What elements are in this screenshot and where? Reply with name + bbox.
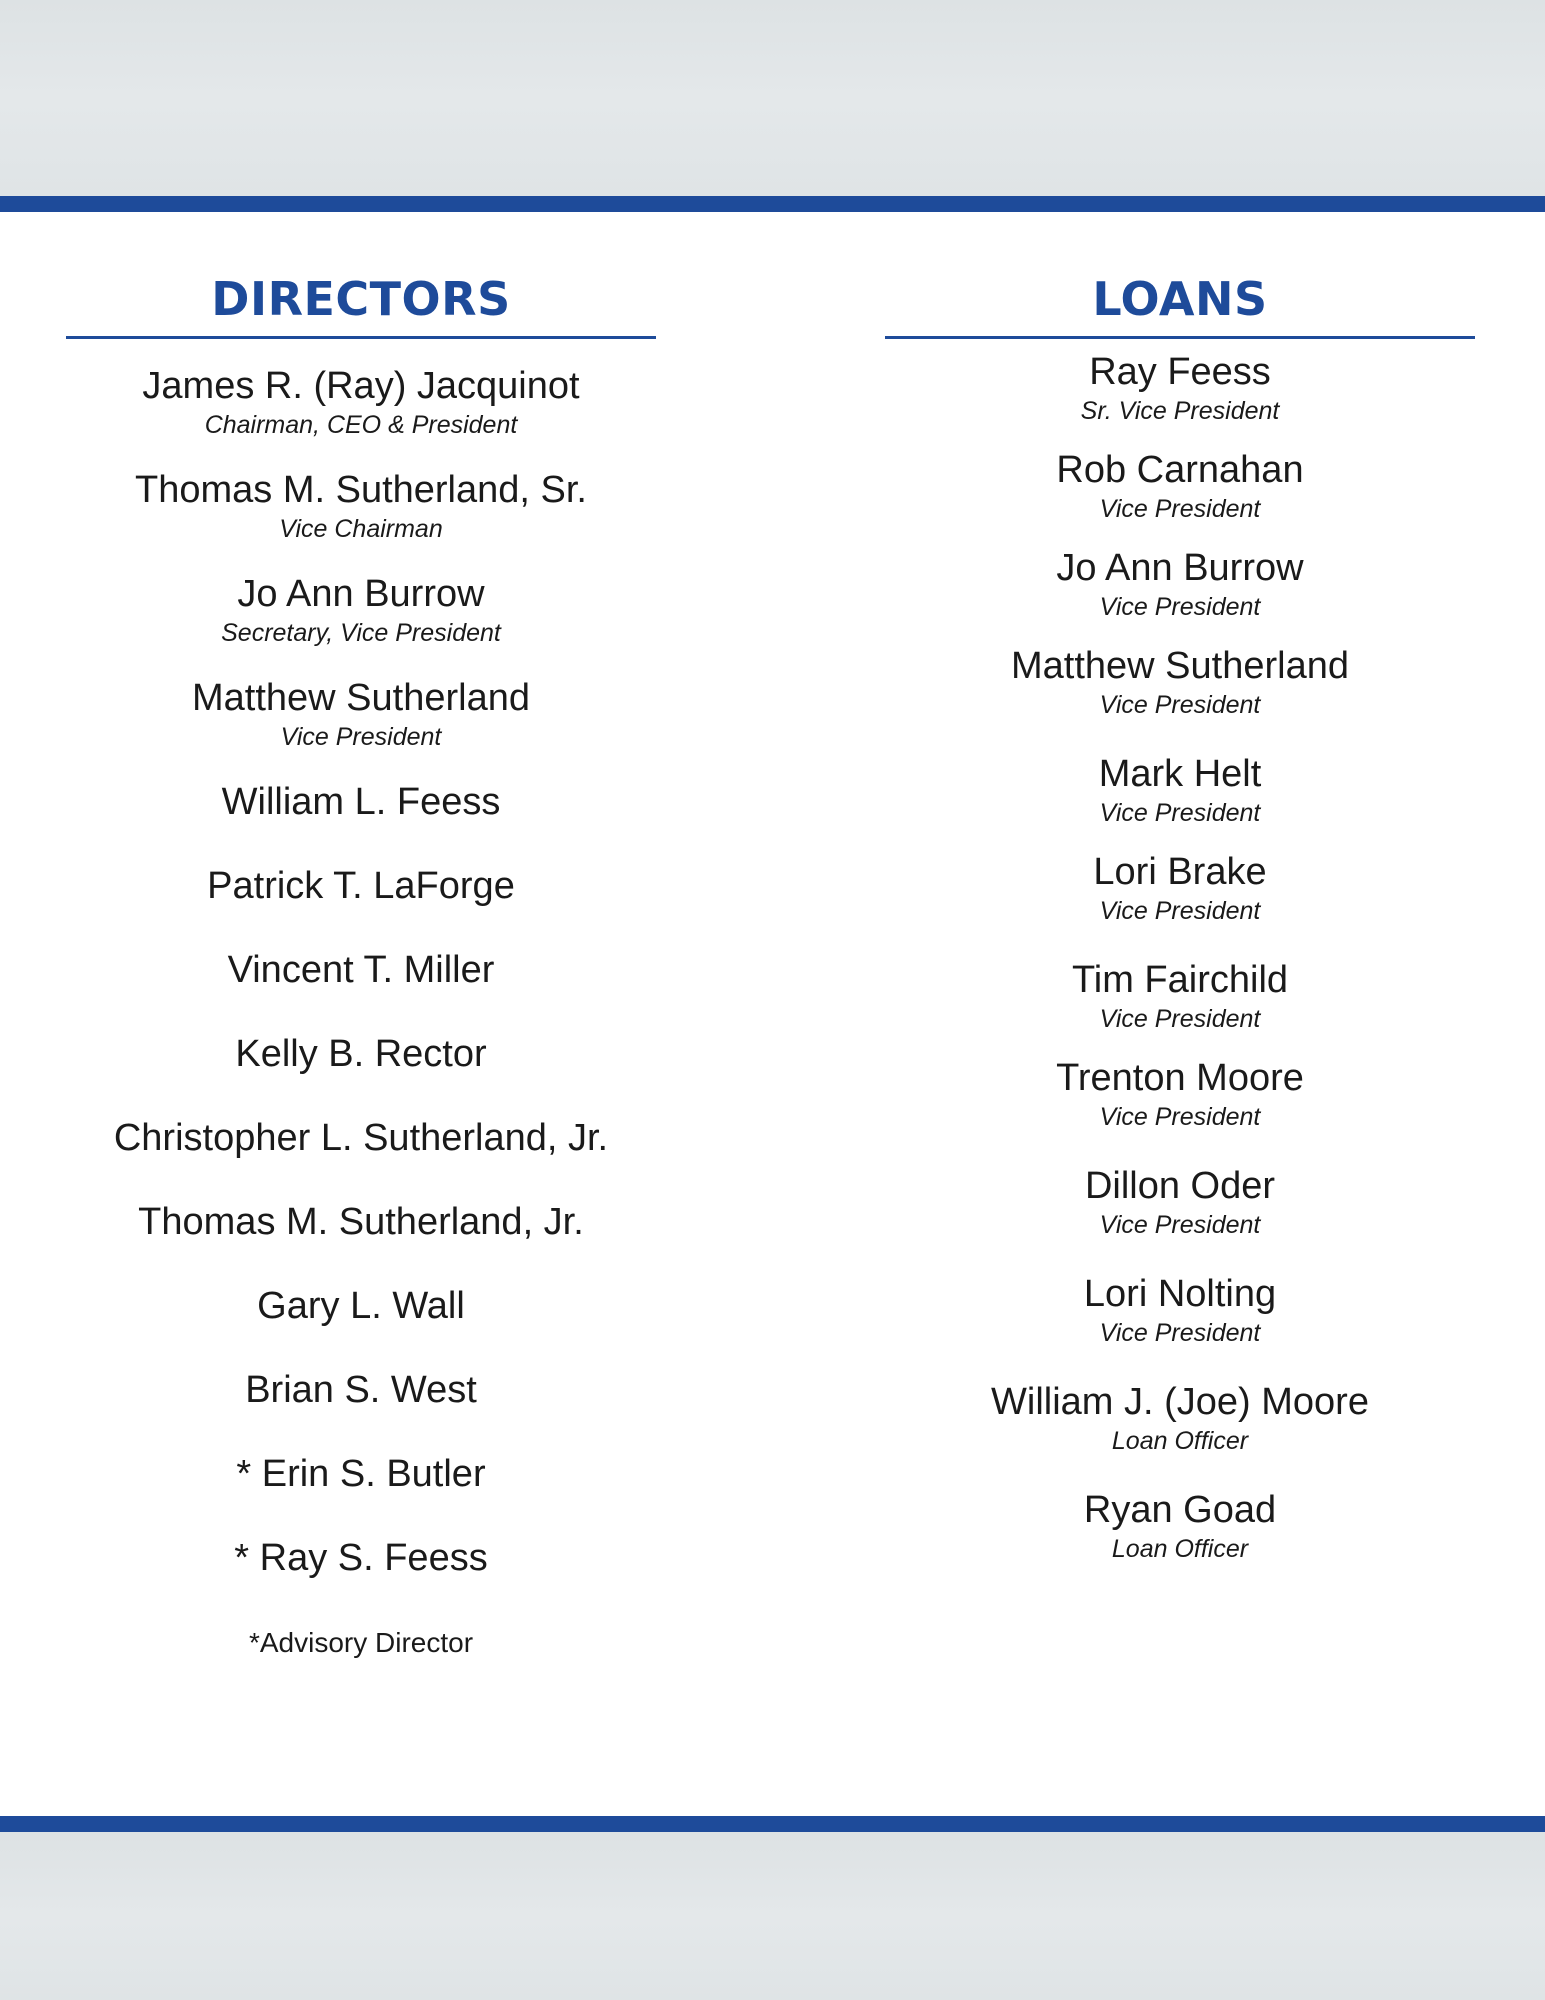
loan-officer-title: Sr. Vice President xyxy=(1080,397,1280,425)
loan-officer-entry xyxy=(885,1271,1475,1379)
loans-column xyxy=(885,270,1475,1585)
director-name: Thomas M. Sutherland, Sr. xyxy=(135,469,587,511)
director-entry xyxy=(66,779,656,863)
director-name: William L. Feess xyxy=(221,781,501,823)
director-entry xyxy=(66,1451,656,1535)
director-name: Christopher L. Sutherland, Jr. xyxy=(113,1117,609,1159)
loan-officer-title: Loan Officer xyxy=(1111,1427,1249,1455)
loan-officer-name: Tim Fairchild xyxy=(1071,959,1289,1001)
loan-officer-entry xyxy=(885,1379,1475,1487)
director-name: James R. (Ray) Jacquinot xyxy=(142,365,580,407)
director-name: * Erin S. Butler xyxy=(236,1453,486,1495)
loan-officer-title: Loan Officer xyxy=(1111,1535,1249,1563)
loan-officer-title: Vice President xyxy=(1099,897,1261,925)
loan-officer-title: Vice President xyxy=(1099,1319,1261,1347)
loan-officer-name: Lori Brake xyxy=(1093,851,1267,893)
loan-officer-title: Vice President xyxy=(1099,495,1261,523)
loan-officer-name: Jo Ann Burrow xyxy=(1056,547,1304,589)
director-entry xyxy=(66,1283,656,1367)
director-entry xyxy=(66,363,656,467)
director-name: * Ray S. Feess xyxy=(234,1537,488,1579)
loan-officer-entry xyxy=(885,1163,1475,1271)
loan-officer-name: Mark Helt xyxy=(1098,753,1262,795)
loan-officer-name: William J. (Joe) Moore xyxy=(991,1381,1369,1423)
director-title: Chairman, CEO & President xyxy=(204,411,518,439)
director-title: Secretary, Vice President xyxy=(221,619,501,647)
director-entry xyxy=(66,947,656,1031)
loan-officer-title: Vice President xyxy=(1099,1005,1261,1033)
loan-officer-name: Ryan Goad xyxy=(1083,1489,1277,1531)
loan-officer-name: Dillon Oder xyxy=(1084,1165,1276,1207)
director-name: Thomas M. Sutherland, Jr. xyxy=(138,1201,584,1243)
loan-officer-title: Vice President xyxy=(1099,1103,1261,1131)
director-entry xyxy=(66,1115,656,1199)
loans-heading: LOANS xyxy=(885,270,1475,339)
loan-officer-title: Vice President xyxy=(1099,1211,1261,1239)
loan-officer-name: Trenton Moore xyxy=(1056,1057,1304,1099)
loan-officer-entry xyxy=(885,349,1475,447)
director-entry xyxy=(66,571,656,675)
loan-officer-entry xyxy=(885,545,1475,643)
bottom-stripe xyxy=(0,1816,1545,1832)
director-entry xyxy=(66,1199,656,1283)
loan-officer-entry xyxy=(885,1055,1475,1163)
loan-officer-name: Matthew Sutherland xyxy=(1011,645,1349,687)
top-band xyxy=(0,0,1545,196)
directors-heading: DIRECTORS xyxy=(66,270,656,339)
director-entry xyxy=(66,1535,656,1619)
director-entry xyxy=(66,1367,656,1451)
top-stripe xyxy=(0,196,1545,212)
directors-column xyxy=(66,270,656,1661)
loan-officer-name: Lori Nolting xyxy=(1083,1273,1277,1315)
director-name: Gary L. Wall xyxy=(257,1285,465,1327)
loan-officer-title: Vice President xyxy=(1099,593,1261,621)
director-name: Brian S. West xyxy=(245,1369,477,1411)
loan-officer-entry xyxy=(885,447,1475,545)
loan-officer-entry xyxy=(885,849,1475,957)
director-title: Vice President xyxy=(280,723,442,751)
loan-officer-title: Vice President xyxy=(1099,691,1261,719)
director-entry xyxy=(66,467,656,571)
advisory-director-note: *Advisory Director xyxy=(248,1627,474,1658)
loan-officer-entry xyxy=(885,1487,1475,1585)
director-entry xyxy=(66,675,656,779)
loan-officer-entry xyxy=(885,751,1475,849)
loan-officer-entry xyxy=(885,957,1475,1055)
bottom-band xyxy=(0,1832,1545,2000)
director-name: Patrick T. LaForge xyxy=(207,865,515,907)
director-name: Jo Ann Burrow xyxy=(237,573,485,615)
loan-officer-name: Rob Carnahan xyxy=(1056,449,1304,491)
loan-officer-title: Vice President xyxy=(1099,799,1261,827)
director-name: Kelly B. Rector xyxy=(235,1033,487,1075)
director-entry xyxy=(66,863,656,947)
director-title: Vice Chairman xyxy=(279,515,443,543)
loan-officer-name: Ray Feess xyxy=(1089,351,1271,393)
loans-list xyxy=(885,349,1475,1585)
director-name: Matthew Sutherland xyxy=(192,677,530,719)
loan-officer-entry xyxy=(885,643,1475,751)
directors-list xyxy=(66,363,656,1661)
director-name: Vincent T. Miller xyxy=(227,949,495,991)
director-entry xyxy=(66,1031,656,1115)
